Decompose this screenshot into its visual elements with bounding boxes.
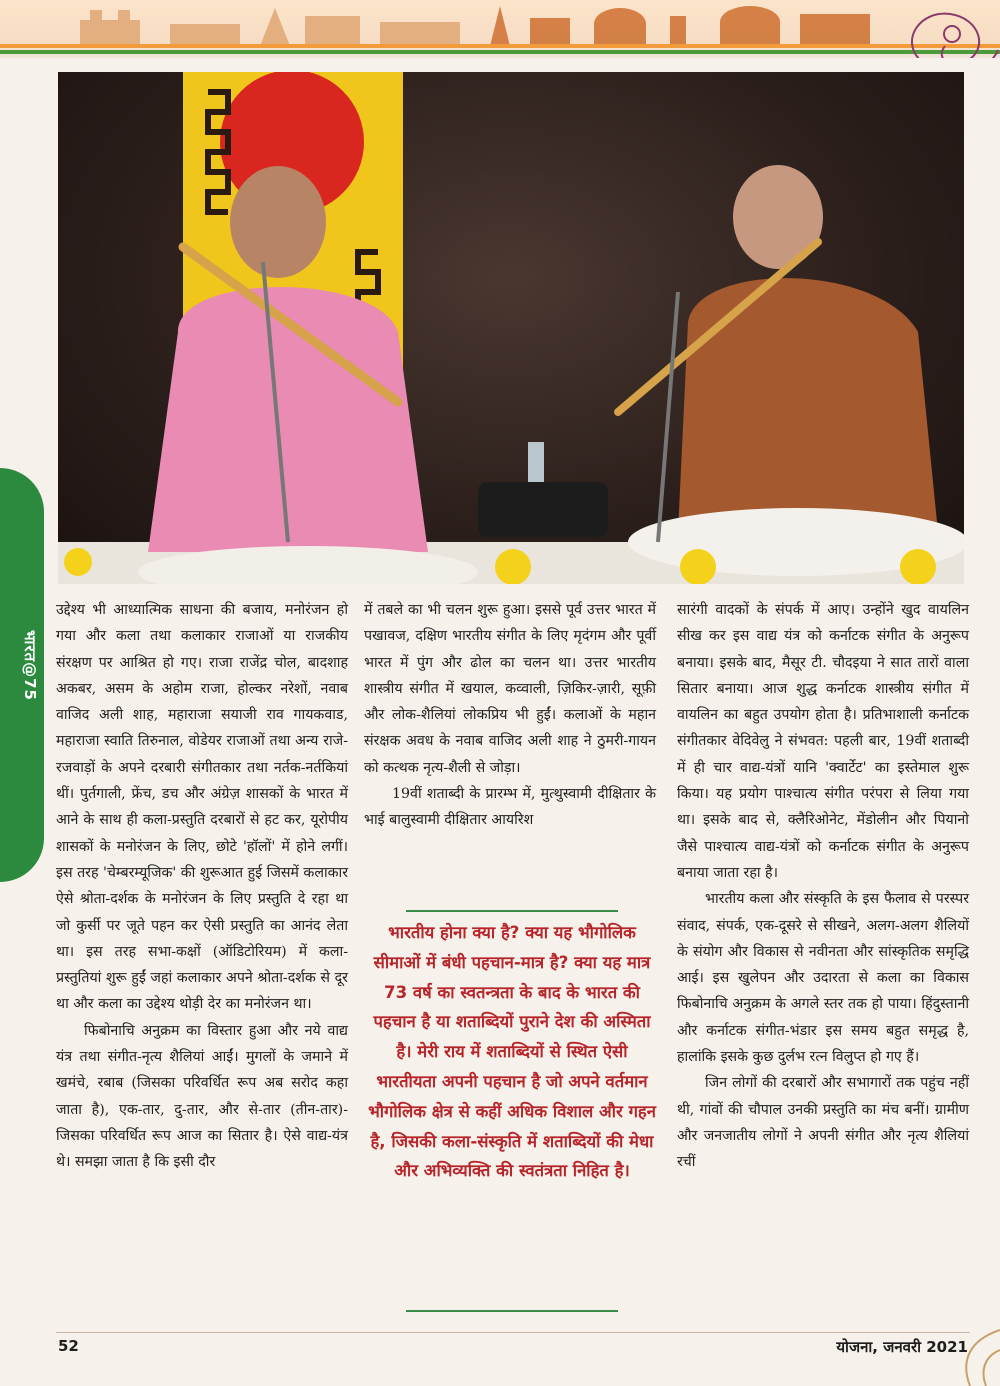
pull-quote-text: भारतीय होना क्या है? क्या यह भौगोलिक सीमाओं में बंधी पहचान-मात्र है? क्या यह मात्र 73 वर्ष का स्वतन्त्रता के बाद के भारत की पहचान है या शताब्दियों पुराने देश की अस्मिता है। मेरी राय में शताब्दियों से स्थित ऐसी भारतीयता अपनी पहचान है जो अपने वर्तमान भौगोलिक क्षेत्र से कहीं अधिक विशाल और गहन है, जिसकी कला-संस्कृति में शताब्दियों की मेधा और अभिव्यक्ति की स्वतंत्रता निहित है। bbox=[368, 923, 656, 1181]
body-paragraph: जिन लोगों की दरबारों और सभागारों तक पहुंच नहीं थी, गांवों की चौपाल उनकी प्रस्तुति का मंच बनीं। ग्रामीण और जनजातीय लोगों ने अपनी संगीत और नृत्य शैलियां रचीं bbox=[677, 1075, 969, 1171]
banner-green-stripe bbox=[0, 50, 1000, 54]
paisley-ornament-icon bbox=[880, 0, 1000, 58]
pull-quote-bottom-rule bbox=[406, 1310, 618, 1312]
banner-saffron-stripe bbox=[0, 44, 1000, 48]
body-paragraph: 19वीं शताब्दी के प्रारम्भ में, मुत्थुस्वामी दीक्षितार के भाई बालुस्वामी दीक्षितार आयरिश bbox=[364, 786, 656, 829]
magazine-issue-title: योजना, जनवरी 2021 bbox=[836, 1338, 968, 1356]
corner-ornament-icon bbox=[930, 1320, 1000, 1386]
page-number: 52 bbox=[58, 1337, 79, 1355]
side-tab-label: भारत@75 bbox=[21, 630, 39, 701]
footer-divider bbox=[56, 1332, 970, 1333]
pull-quote bbox=[366, 910, 658, 1314]
concert-photo bbox=[58, 72, 964, 584]
header-banner bbox=[0, 0, 1000, 58]
body-paragraph: सारंगी वादकों के संपर्क में आए। उन्होंने खुद वायलिन सीख कर इस वाद्य यंत्र को कर्नाटक संगीत के अनुरूप बनाया। इसके बाद, मैसूर टी. चौदइया ने सात तारों वाला सितार बनाया। आज शुद्ध कर्नाटक शास्त्रीय संगीत में वायलिन का बहुत उपयोग होता है। प्रतिभाशाली कर्नाटक संगीतकार वेदिवेलु ने संभवत: पहली बार, 19वीं शताब्दी में ही चार वाद्य-यंत्रों यानि 'क्वार्टेट' का इस्तेमाल शुरू किया। यह प्रयोग पाश्चात्य संगीत परंपरा से लिया गया था। इसके बाद से, क्लैरिओनेट, मेंडोलीन और पियानो जैसे पाश्चात्य वाद्य-यंत्रों को कर्नाटक संगीत के अनुरूप बनाया जाता रहा है। bbox=[677, 602, 969, 881]
body-paragraph: में तबले का भी चलन शुरू हुआ। इससे पूर्व उत्तर भारत में पखावज, दक्षिण भारतीय संगीत के लिए मृदंगम और पूर्वी भारत में पुंग और ढोल का चलन था। उत्तर भारतीय शास्त्रीय संगीत में खयाल, कव्वाली, ज़िकिर-ज़ारी, सूफ़ी और लोक-शैलियां लोकप्रिय भी हुईं। कलाओं के महान संरक्षक अवध के नवाब वाजिद अली शाह ने ठुमरी-गायन को कत्थक नृत्य-शैली से जोड़ा। bbox=[364, 602, 656, 776]
flute-duo-performance-illustration bbox=[58, 72, 964, 584]
body-paragraph: उद्देश्य भी आध्यात्मिक साधना की बजाय, मनोरंजन हो गया और कला तथा कलाकार राजाओं या राजकीय संरक्षण पर आश्रित हो गए। राजा राजेंद्र चोल, बादशाह अकबर, असम के अहोम राजा, होल्कर नरेशों, नवाब वाजिद अली शाह, महाराजा सयाजी राव गायकवाड, महाराजा स्वाति तिरुनाल, वोडेयर राजाओं तथा अन्य राजे-रजवाड़ों के अपने दरबारी संगीतकार तथा नर्तक-नर्तकियां थीं। पुर्तगाली, फ्रेंच, डच और अंग्रेज़ शासकों के भारत में आने के साथ ही कला-प्रस्तुति दरबारों से हट कर, यूरोपीय शासकों के मनोरंजन के लिए, छोटे 'हॉलों' में होने लगीं। इस तरह 'चेम्बरम्यूजिक' की शुरूआत हुई जिसमें कलाकार ऐसे श्रोता-दर्शक के मनोरंजन के लिए प्रस्तुति दे रहा था जो कुर्सी पर जूते पहन कर ऐसी प्रस्तुति का आनंद लेता था। इस तरह सभा-कक्षों (ऑडिटोरियम) में कला-प्रस्तुतियां शुरू हुईं जहां कलाकार अपने श्रोता-दर्शक से दूर था और कला का उद्देश्य थोड़ी देर का मनोरंजन था। bbox=[56, 602, 348, 1013]
monuments-skyline-illustration bbox=[60, 2, 890, 50]
body-paragraph: फिबोनाचि अनुक्रम का विस्तार हुआ और नये वाद्य यंत्र तथा संगीत-नृत्य शैलियां आईं। मुगलों के जमाने में खमंचे, रबाब (जिसका परिवर्धित रूप अब सरोद कहा जाता है), एक-तार, दु-तार, और से-तार (तीन-तार)- जिसका परिवर्धित रूप आज का सितार है। ऐसे वाद्य-यंत्र थे। समझा जाता है कि इसी दौर bbox=[56, 1022, 348, 1171]
column-right bbox=[677, 597, 969, 1176]
column-middle bbox=[364, 597, 656, 834]
pull-quote-top-rule bbox=[406, 910, 618, 912]
body-paragraph: भारतीय कला और संस्कृति के इस फैलाव से परस्पर संवाद, संपर्क, एक-दूसरे से सीखने, अलग-अलग शैलियों के संयोग और विकास से नवीनता और सांस्कृतिक समृद्धि आई। इस खुलेपन और उदारता से कला का विकास फिबोनाचि अनुक्रम के अगले स्तर तक हो पाया। हिंदुस्तानी और कर्नाटक संगीत-भंडार इस समय बहुत समृद्ध है, हालांकि इसके कुछ दुर्लभ रत्न विलुप्त हो गए हैं। bbox=[677, 891, 969, 1066]
column-left bbox=[56, 597, 348, 1176]
